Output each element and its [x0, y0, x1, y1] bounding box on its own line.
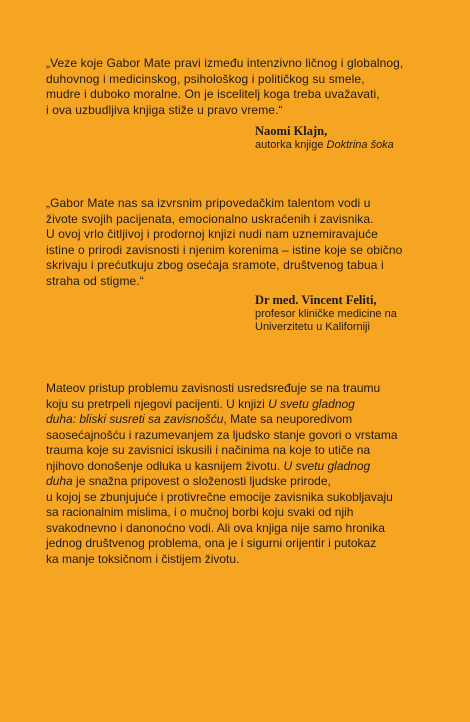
quote-vincent-feliti: „Gabor Mate nas sa izvrsnim pripovedačkim talentom vodi u živote svojih pacijenata, emocionalno uskraćenih i zavisnika. U ovoj vrlo čitljivoj i prodornoj knjizi nudi nam uznemiravajuće istine o prirodi zavisnosti i njenim korenima – istine koje se obično skrivaju i prećutkuju zbog osećaja sramote, društvenog tabua i straha od stigme.“	[46, 196, 403, 288]
description-line: svakodnevno i danonoćno vodi. Ali ova knjiga nije samo hronika	[46, 520, 385, 535]
description-line: ka manje toksičnom i čistijem životu.	[46, 551, 240, 566]
description-line: koju su pretrpeli njegovi pacijenti. U knjizi U svetu gladnog	[46, 396, 355, 411]
description-line: sa racionalnim mislima, i o mučnoj borbi koju svaki od njih	[46, 505, 354, 519]
description-line: jednog društvenog problema, ona je i sigurni orijentir i putokaz	[46, 536, 377, 550]
description-line: duha je snažna pripovest o složenosti ljudske prirode,	[46, 474, 331, 488]
quote-naomi-klajn: „Veze koje Gabor Mate pravi između intenzivno ličnog i globalnog, duhovnog i medicinskog, psihološkog i političkog su smele, mudre i duboko moralne. On je iscelitelj koga treba uvažavati, i ova uzbudljiva knjiga stiže u pravo vreme.“	[46, 56, 404, 117]
quote-author-role: profesor kliničke medicine na Univerzitetu u Kaliforniji	[255, 308, 397, 333]
attribution-naomi-klajn	[255, 124, 435, 152]
quote-author-role: autorka knjige Doktrina šoka	[255, 139, 394, 151]
description-line: trauma koje su zavisnici iskusili i načinima na koje to utiče na	[46, 443, 371, 457]
description-line: Mateov pristup problemu zavisnosti usredsređuje se na traumu	[46, 381, 381, 395]
book-description	[46, 381, 426, 567]
quote-author: Naomi Klajn,	[255, 124, 328, 138]
description-line: njihovo donošenje odluka u kasnijem životu. U svetu gladnog	[46, 458, 371, 473]
description-line: u kojoj se zbunjujuće i protivrečne emocije zavisnika sukobljavaju	[46, 489, 393, 504]
quote-author: Dr med. Vincent Feliti,	[255, 293, 377, 307]
attribution-vincent-feliti	[255, 293, 435, 334]
description-line: saosećajnošću i razumevanjem za ljudsko stanje govori o vrstama	[46, 427, 398, 442]
description-line: duha: bliski susreti sa zavisnošću, Mate sa neuporedivom	[46, 412, 353, 426]
